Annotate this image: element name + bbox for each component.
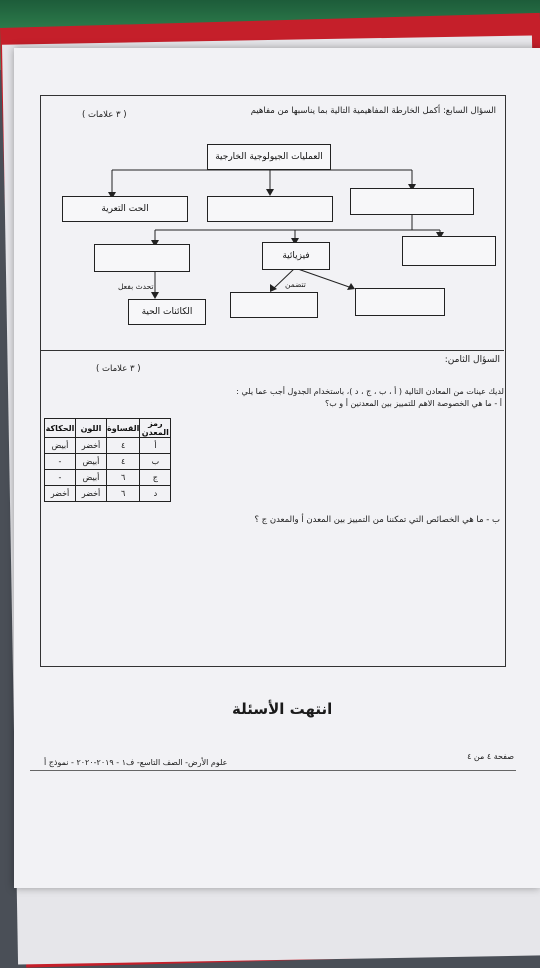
table-cell: - <box>45 470 76 486</box>
concept-blank-4[interactable] <box>402 236 496 266</box>
concept-blank-1[interactable] <box>207 196 333 222</box>
col-hardness: القساوة <box>107 419 140 438</box>
q7-marks: ( ٣ علامات ) <box>82 110 127 120</box>
table-cell: د <box>140 486 171 502</box>
table-cell: أخضر <box>45 486 76 502</box>
footer-divider <box>30 770 516 771</box>
minerals-table <box>44 418 171 502</box>
q7-title: السؤال السابع: أكمل الخارطة المفاهيمية التالية بما يناسبها من مفاهيم <box>250 106 496 116</box>
section-divider <box>40 350 504 351</box>
table-cell: أخضر <box>76 486 107 502</box>
table-cell: - <box>45 454 76 470</box>
footer-page-number: صفحة ٤ من ٤ <box>467 752 514 761</box>
concept-weathering: الحت التعرية <box>62 196 188 222</box>
table-cell: أ <box>140 438 171 454</box>
table-cell: ج <box>140 470 171 486</box>
table-header-row <box>45 419 171 438</box>
q8-part-a: أ - ما هي الخصوصة الاهم للتمييز بين المعدنين أ و ب؟ <box>324 399 502 408</box>
table-cell: ب <box>140 454 171 470</box>
table-cell: ٤ <box>107 438 140 454</box>
table-row <box>45 454 171 470</box>
table-row <box>45 438 171 454</box>
connector-includes: تتضمن <box>285 280 306 289</box>
col-color: اللون <box>76 419 107 438</box>
q8-marks: ( ٣ علامات ) <box>96 364 141 374</box>
concept-living-organisms: الكائنات الحية <box>128 299 206 325</box>
concept-physical: فيزيائية <box>262 242 330 270</box>
concept-blank-6[interactable] <box>355 288 445 316</box>
end-of-questions: انتهت الأسئلة <box>232 700 333 718</box>
table-cell: ٤ <box>107 454 140 470</box>
table-cell: ٦ <box>107 470 140 486</box>
concept-root: العمليات الجيولوجية الخارجية <box>207 144 331 170</box>
concept-blank-2[interactable] <box>350 188 474 215</box>
table-row <box>45 470 171 486</box>
table-cell: أبيض <box>76 454 107 470</box>
connector-caused-by: تحدث بفعل <box>118 282 154 291</box>
col-mineral-symbol: رمز المعدن <box>141 419 169 437</box>
col-streak: الحكاكة <box>45 419 76 438</box>
q8-title: السؤال الثامن: <box>444 355 500 365</box>
table-cell: أبيض <box>76 470 107 486</box>
table-row <box>45 486 171 502</box>
footer-course-info: علوم الأرض- الصف التاسع- ف١ - ٢٠١٩-٢٠٢٠ - نموذج أ <box>44 758 228 767</box>
table-cell: ٦ <box>107 486 140 502</box>
q8-intro: لديك عينات من المعادن التالية ( أ ، ب ، ج ، د )، باستخدام الجدول أجب عما يلي : <box>236 387 504 396</box>
table-cell: أخضر <box>76 438 107 454</box>
concept-blank-5[interactable] <box>230 292 318 318</box>
concept-blank-3[interactable] <box>94 244 190 272</box>
q8-part-b: ب - ما هي الخصائص التي تمكننا من التمييز بين المعدن أ والمعدن ج ؟ <box>254 515 500 525</box>
table-cell: أبيض <box>45 438 76 454</box>
